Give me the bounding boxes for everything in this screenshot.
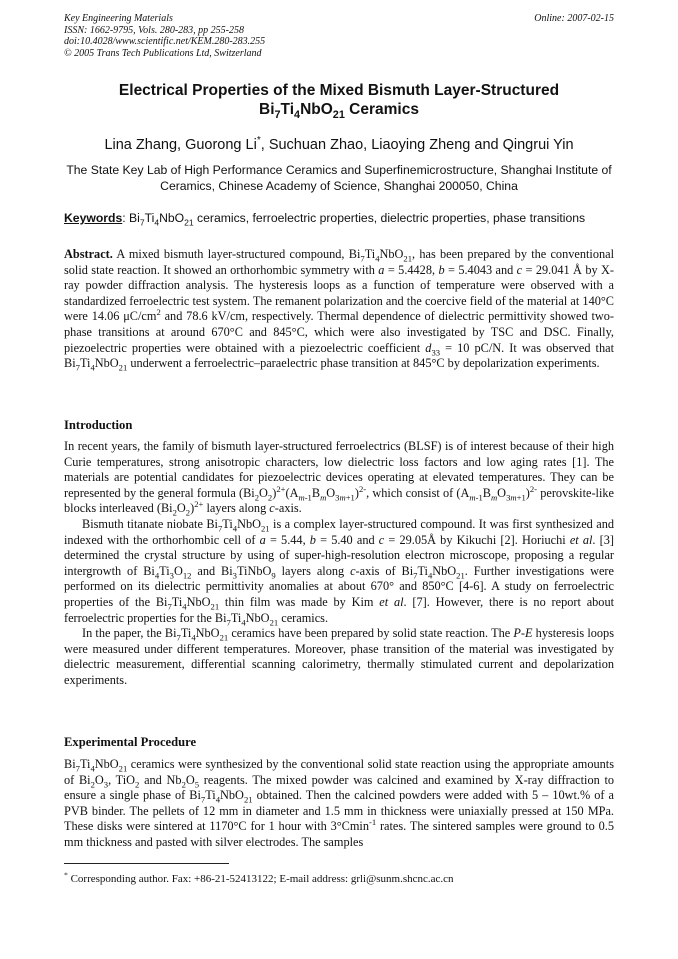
intro-paragraph-1: In recent years, the family of bismuth layer-structured ferroelectrics (BLSF) is of interest because of their high Curie temperatures, strong anisotropic characters, low dielectric loss factors and low aging rates [1]. The materials are potential candidates for piezoelectric devices operating at elevated temperatures. They can be represented by the general formula $(Bi_2O_2)^{2+}(A_{m-1}B_mO_{3m+1})^{2-}$, which consist of $(A_{m-1}B_mO_{3m+1})^{2-}$ perovskite-like blocks interleaved $(Bi_2O_2)^{2+}$ layers along c-axis. xyxy=(64,439,614,518)
authors-part-1: Lina Zhang, Guorong Li xyxy=(104,137,257,153)
abstract-label: Abstract. xyxy=(64,247,113,261)
footnote-text: Corresponding author. Fax: +86-21-52413122; E-mail address: grli@sunm.shcnc.ac.cn xyxy=(67,873,454,885)
keywords-text: ceramics, ferroelectric properties, dielectric properties, phase transitions xyxy=(193,211,586,225)
intro-paragraph-2: Bismuth titanate niobate $Bi_7Ti_4NbO_{21}$ is a complex layer-structured compound. It was first synthesized and indexed with the orthorhombic cell of a = 5.44, b = 5.40 and c = 29.05Å by Kikuchi [2]. Horiuchi et al. [3] determined the crystal structure by using of super-high-resolution electron microscope, proposing a regular intergrowth of $Bi_4Ti_3O_{12}$ and $Bi_3TiNbO_9$ layers along c-axis of $Bi_7Ti_4NbO_{21}$. Further investigations were performed on its dielectric permittivity anomalies at about 670° and 850°C [4-6]. A study on ferroelectric properties of the $Bi_7Ti_4NbO_{21}$ thin film was made by Kim et al. [7]. However, there is no report about ferroelectric properties for the $Bi_7Ti_4NbO_{21}$ ceramics. xyxy=(64,516,615,627)
keywords-line: Keywords: $Bi_7Ti_4NbO_{21}$ ceramics, ferroelectric properties, dielectric properties, phase transitions xyxy=(64,211,586,228)
corresponding-mark: * xyxy=(256,135,261,147)
title-suffix: Ceramics xyxy=(344,101,419,118)
footnote xyxy=(64,870,454,885)
title-line-1: Electrical Properties of the Mixed Bismuth Layer-Structured xyxy=(118,82,560,99)
keywords-label: Keywords xyxy=(64,211,123,225)
footnote-mark: * xyxy=(64,870,68,880)
paper-title xyxy=(64,81,614,122)
introduction-heading: Introduction xyxy=(64,418,133,432)
intro-paragraph-3: In the paper, the $Bi_7Ti_4NbO_{21}$ ceramics have been prepared by solid state reaction. The P-E hysteresis loops were measured under different temperatures. Moreover, phase transition of the material was investigated by dielectric measurement, differential scanning calorimetry, thermally stimulated current and depolarization experiments. xyxy=(64,626,614,687)
footnote-divider xyxy=(64,863,229,864)
copyright-line: © 2005 Trans Tech Publications Ltd, Switzerland xyxy=(64,47,262,59)
online-date: Online: 2007-02-15 xyxy=(534,13,614,24)
journal-name: Key Engineering Materials xyxy=(64,13,173,24)
affiliation: The State Key Lab of High Performance Ceramics and Superfinemicrostructure, Shanghai Institute of Ceramics, Chinese Academy of Science, Shanghai 200050, China xyxy=(66,163,612,193)
journal-header xyxy=(64,13,265,59)
introduction-body xyxy=(64,439,614,689)
issn-line: ISSN: 1662-9795, Vols. 280-283, pp 255-258 xyxy=(64,24,244,36)
experimental-body xyxy=(64,757,614,851)
exp-paragraph-1: $Bi_7Ti_4NbO_{21}$ ceramics were synthesized by the conventional solid state reaction using the appropriate amounts of $Bi_2O_3$, TiO$_2$ and $Nb_2O_5$ reagents. The mixed powder was calcined and examined by X-ray diffraction to ensure a single phase of $Bi_7Ti_4NbO_{21}$ obtained. Then the calcined powders were added with 5 – 10wt.% of a PVB binder. The pellets of 12 mm in diameter and 1.5 mm in thickness were uniaxially pressed at 150 MPa. These disks were sintered at 1170°C for 1 hour with 3°Cmin$^{-1}$ rates. The sintered samples were ground to 0.5 mm thickness and pasted with silver electrodes. The samples xyxy=(64,757,615,849)
title-line-2: $Bi_7Ti_4NbO_{21}$ Ceramics xyxy=(259,101,419,122)
author-list xyxy=(64,137,614,153)
doi-line: doi:10.4028/www.scientific.net/KEM.280-283.255 xyxy=(64,36,266,47)
experimental-heading: Experimental Procedure xyxy=(64,735,197,749)
authors-part-2: , Suchuan Zhao, Liaoying Zheng and Qingrui Yin xyxy=(260,137,574,153)
abstract-paragraph: Abstract. A mixed bismuth layer-structured compound, $Bi_7Ti_4NbO_{21}$, has been prepared by the conventional solid state reaction. It showed an orthorhombic symmetry with a = 5.4428, b = 5.4043 and c = 29.041 Å by X-ray powder diffraction analysis. The hysteresis loops as a function of temperature were observed with a standardized ferroelectric test system. The remanent polarization and the coercive field of the material at 140°C were 14.06 $\mu C/cm^2$ and 78.6 kV/cm, respectively. Thermal dependence of dielectric permittivity showed two-phase transitions at around 670°C and 845°C, which were also investigated by TSC and DSC. Finally, piezoelectric properties were obtained with a piezoelectric coefficient $d_{33} = 10$ pC/N. It was observed that $Bi_7Ti_4NbO_{21}$ underwent a ferroelectric–paraelectric phase transition at 845°C by depolarization experiments. xyxy=(64,247,614,373)
